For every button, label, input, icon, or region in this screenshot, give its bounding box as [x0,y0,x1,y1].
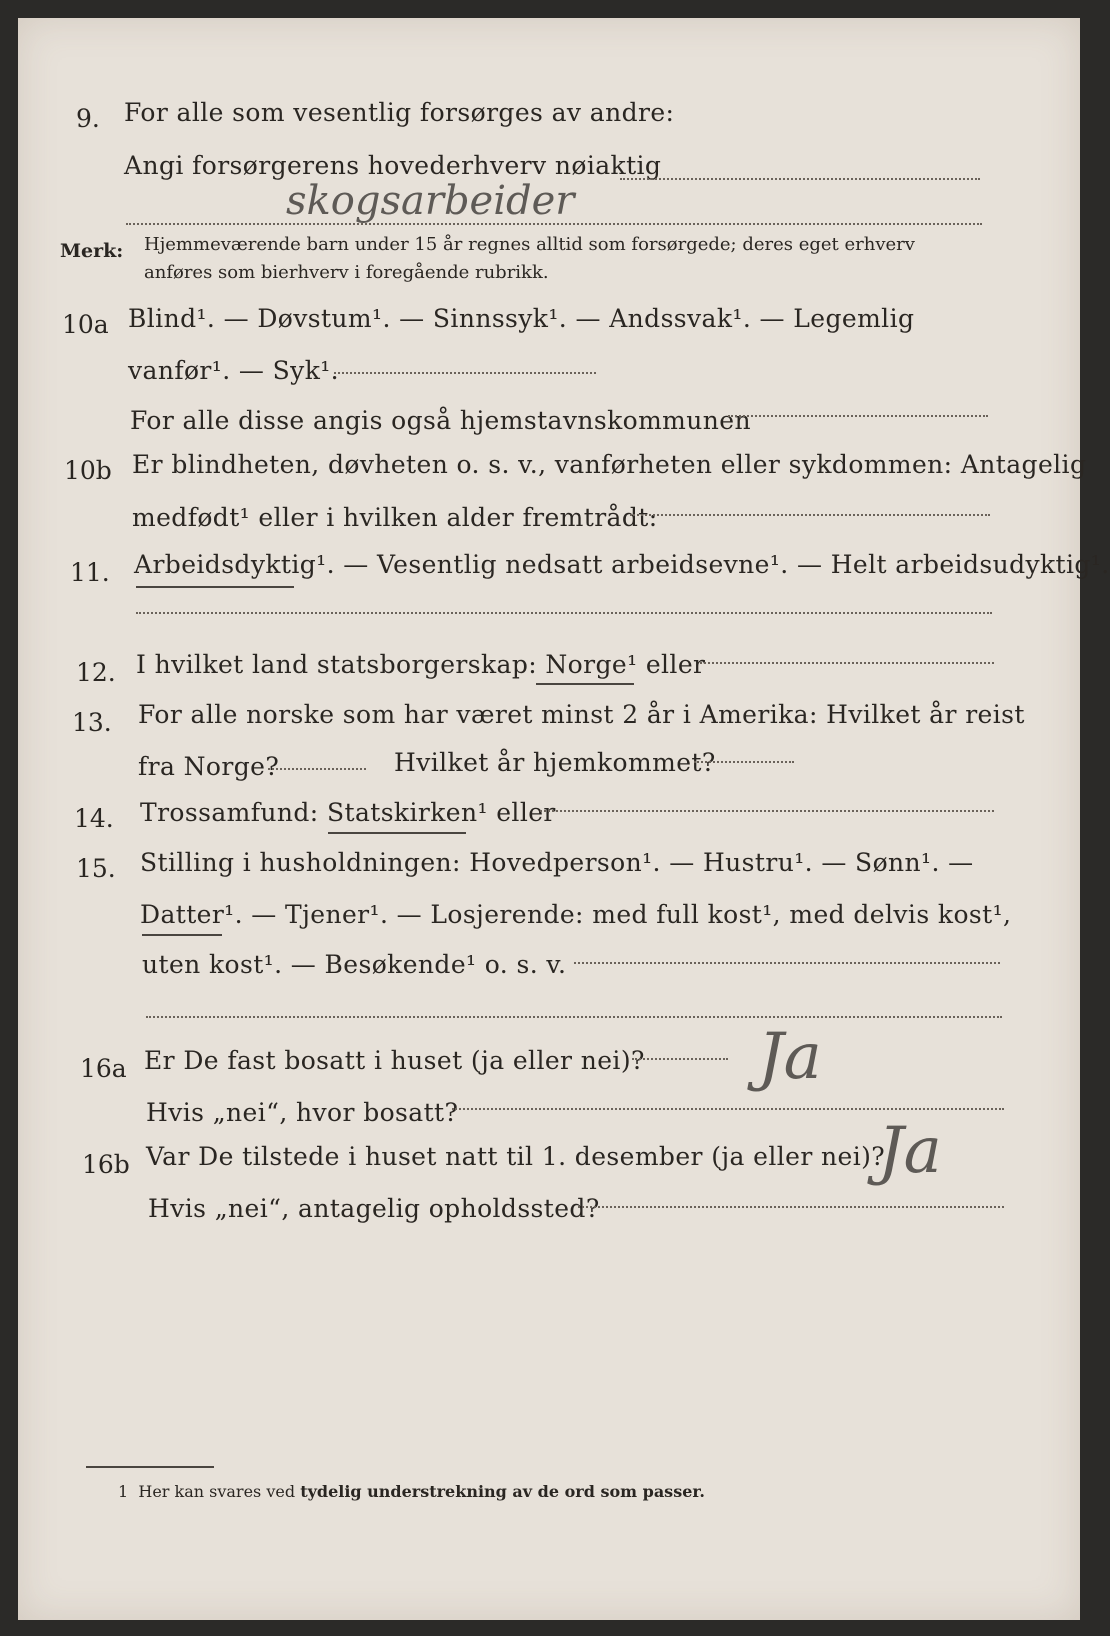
q16a-number: 16a [80,1054,127,1083]
q16a-handwritten-answer: Ja [758,1020,822,1094]
q9-dotted-line [620,178,980,180]
q14-dotted-line [540,810,994,812]
q11-text: Arbeidsdyktig¹. — Vesentlig nedsatt arbeidsevne¹. — Helt arbeidsudyktig¹. [134,550,1110,579]
q16b-text-1: Var De tilstede i huset natt til 1. desember (ja eller nei)? [146,1142,886,1171]
q10a-options-1: Blind¹. — Døvstum¹. — Sinnssyk¹. — Andssvak¹. — Legemlig [128,304,915,333]
q12-underline-norge [536,683,634,685]
q16a-text-1: Er De fast bosatt i huset (ja eller nei)? [144,1046,645,1075]
q11-answer-line [136,612,992,614]
q13-dotted-line-2 [694,761,794,763]
q9-handwritten-answer: skogsarbeider [286,178,575,224]
q13-text-2b: Hvilket år hjemkommet? [394,748,716,777]
q11-number: 11. [70,558,110,587]
q16b-text-2: Hvis „nei“, antagelig opholdssted? [148,1194,600,1223]
q12-dotted-line [700,662,994,664]
q16a-dotted-line-1 [632,1058,728,1060]
q12-number: 12. [76,658,116,687]
merk-text-2: anføres som bierhverv i foregående rubrikk. [144,262,549,283]
q15-text-3: uten kost¹. — Besøkende¹ o. s. v. [142,950,567,979]
q16b-handwritten-answer: Ja [878,1114,942,1188]
footnote-text-2: tydelig understrekning av de ord som passer. [300,1482,705,1501]
q13-text-1: For alle norske som har været minst 2 år i Amerika: Hvilket år reist [138,700,1025,729]
q13-number: 13. [72,708,112,737]
q10a-dotted-line-2 [728,415,988,417]
q10b-number: 10b [64,456,112,485]
q16a-text-2: Hvis „nei“, hvor bosatt? [146,1098,459,1127]
merk-text-1: Hjemmeværende barn under 15 år regnes alltid som forsørgede; deres eget erhverv [144,234,915,255]
q15-underline-datter [142,934,222,936]
q16b-dotted-line [578,1206,1004,1208]
q15-number: 15. [76,854,116,883]
q14-underline-statskirken [328,832,466,834]
q14-text: Trossamfund: Statskirken¹ eller [140,798,556,827]
q15-text-2: Datter¹. — Tjener¹. — Losjerende: med full kost¹, med delvis kost¹, [140,900,1012,929]
q15-answer-line [146,1016,1002,1018]
q13-dotted-line-1 [268,768,366,770]
q10a-text-1 [128,304,914,333]
q10a-number: 10a [62,310,109,339]
footnote-text-1: Her kan svares ved [138,1482,296,1501]
q16b-number: 16b [82,1150,130,1179]
footnote [118,1482,705,1501]
census-form-page [18,18,1110,1620]
q14-number: 14. [74,804,114,833]
q10a-text-3: For alle disse angis også hjemstavnskommunen [130,406,751,435]
q12-text: I hvilket land statsborgerskap: Norge¹ eller [136,650,706,679]
q10b-text-2: medfødt¹ eller i hvilken alder fremtrådt: [132,503,658,532]
footnote-rule [86,1466,214,1468]
q9-answer-line [126,223,982,225]
q9-text-2: Angi forsørgerens hovederhverv nøiaktig [124,151,662,180]
footnote-marker: 1 [118,1482,129,1501]
q15-text-1: Stilling i husholdningen: Hovedperson¹. — Hustru¹. — Sønn¹. — [140,848,974,877]
q10b-dotted-line [630,514,990,516]
q9-number: 9. [76,104,100,133]
q11-underline-arbeidsdyktig [136,586,294,588]
q13-text-2a: fra Norge? [138,752,280,781]
q10a-text-2: vanfør¹. — Syk¹. [128,356,340,385]
merk-label: Merk: [60,240,124,262]
q15-dotted-line [574,962,1000,964]
q10a-dotted-line-1 [334,372,596,374]
q9-text-1: For alle som vesentlig forsørges av andre: [124,98,675,127]
q10b-text-1: Er blindheten, døvheten o. s. v., vanførheten eller sykdommen: Antagelig [132,450,1087,479]
q16a-dotted-line-2 [452,1108,1004,1110]
